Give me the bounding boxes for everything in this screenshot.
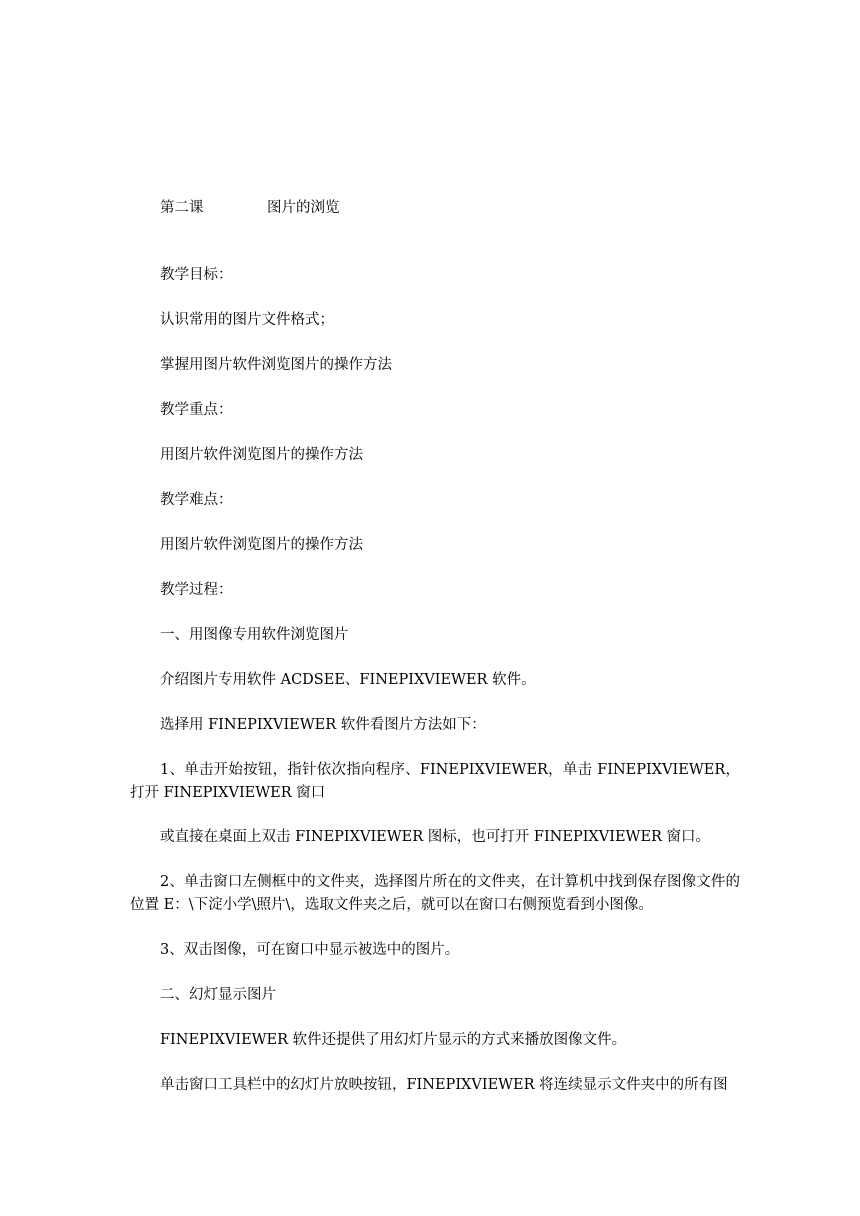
step-paragraph: 1、单击开始按钮，指针依次指向程序、FINEPIXVIEWER，单击 FINEPIXVIEWER，打开 FINEPIXVIEWER 窗口 bbox=[130, 762, 740, 801]
objective-item: 掌握用图片软件浏览图片的操作方法 bbox=[160, 357, 392, 373]
paragraph: 单击窗口工具栏中的幻灯片放映按钮，FINEPIXVIEWER 将连续显示文件夹中的所有图 bbox=[160, 1077, 728, 1093]
paragraph: 介绍图片专用软件 ACDSEE、FINEPIXVIEWER 软件。 bbox=[160, 672, 536, 688]
heading-difficulties: 教学难点： bbox=[160, 492, 233, 508]
paragraph: 或直接在桌面上双击 FINEPIXVIEWER 图标，也可打开 FINEPIXVIEWER 窗口。 bbox=[160, 829, 711, 845]
heading-process: 教学过程： bbox=[160, 582, 233, 598]
heading-objectives: 教学目标： bbox=[160, 267, 233, 283]
section-heading: 一、用图像专用软件浏览图片 bbox=[160, 627, 349, 643]
lesson-number: 第二课 bbox=[160, 200, 204, 216]
difficulty-item: 用图片软件浏览图片的操作方法 bbox=[160, 537, 363, 553]
step-paragraph: 2、单击窗口左侧框中的文件夹，选择图片所在的文件夹，在计算机中找到保存图像文件的位置 E：\下淀小学\照片\，选取文件夹之后，就可以在窗口右侧预览看到小图像。 bbox=[130, 874, 740, 913]
paragraph: 选择用 FINEPIXVIEWER 软件看图片方法如下： bbox=[160, 717, 486, 733]
section-heading: 二、幻灯显示图片 bbox=[160, 987, 276, 1003]
step-paragraph: 3、双击图像，可在窗口中显示被选中的图片。 bbox=[160, 942, 460, 958]
heading-key-points: 教学重点： bbox=[160, 402, 233, 418]
key-point-item: 用图片软件浏览图片的操作方法 bbox=[160, 447, 363, 463]
paragraph: FINEPIXVIEWER 软件还提供了用幻灯片显示的方式来播放图像文件。 bbox=[160, 1032, 627, 1048]
lesson-title: 图片的浏览 bbox=[267, 200, 340, 216]
objective-item: 认识常用的图片文件格式； bbox=[160, 312, 334, 328]
